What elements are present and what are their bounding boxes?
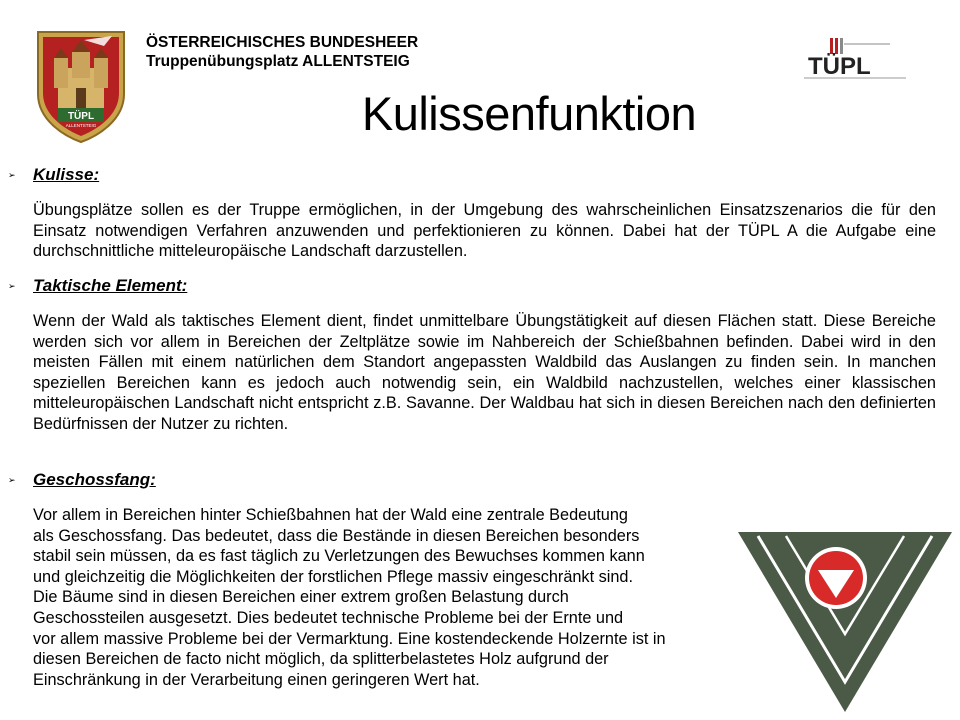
paragraph-line: Die Bäume sind in diesen Bereichen einer extrem großen Belastung durch <box>33 588 569 607</box>
section-heading: Taktische Element: <box>33 276 188 295</box>
section-paragraph: Übungsplätze sollen es der Truppe ermöglichen, in der Umgebung des wahrscheinlichen Einsatzszenarios die für den Einsatz notwendigen Verfahren anzuwenden und perfektionieren zu können. Dabei hat der TÜPL A die Aufgabe eine durchschnittliche mitteleuropäische Landschaft darzustellen. <box>33 201 936 261</box>
paragraph-line: vor allem massive Probleme bei der Vermarktung. Eine kostendeckende Holzernte ist in <box>33 629 666 648</box>
bullet-arrow-icon: ➢ <box>8 170 16 180</box>
paragraph-line: als Geschossfang. Das bedeutet, dass die Bestände in diesen Bereichen besonders <box>33 526 640 545</box>
section-heading: Kulisse: <box>33 165 100 184</box>
paragraph-line: stabil sein müssen, da es fast täglich zu Verletzungen des Bewuchses kommen kann <box>33 547 645 566</box>
paragraph-line: diesen Bereichen de facto nicht möglich, da splitterbelastetes Holz aufgrund der <box>33 650 609 669</box>
section-paragraph <box>33 505 773 690</box>
organization-name: ÖSTERREICHISCHES BUNDESHEER <box>146 34 419 51</box>
section-heading: Geschossfang: <box>33 470 156 489</box>
section-paragraph: Wenn der Wald als taktisches Element dient, findet unmittelbare Übungstätigkeit auf diesen Flächen statt. Diese Bereiche werden sich vor allem in Bereichen der Zeltplätze sowie im Nahbereich der Schießbahnen befinden. Dabei wird in den meisten Fällen mit einem natürlichen dem Standort angepassten Waldbild das Auslangen zu finden sein. In manchen speziellen Bereichen kann es jedoch auch notwendig sein, ein Waldbild nachzustellen, welches einer klassischen mitteleuropäischen Landschaft nicht entspricht z.B. Savanne. Der Waldbau hat sich in diesen Bereichen nach den definierten Bedürfnissen der Nutzer zu richten. <box>33 312 936 433</box>
paragraph-line: und gleichzeitig die Möglichkeiten der forstlichen Pflege massiv eingeschränkt sind. <box>33 567 634 586</box>
organization-header <box>146 33 418 71</box>
organization-subtitle: Truppenübungsplatz ALLENTSTEIG <box>146 53 410 70</box>
paragraph-line: Geschossteilen ausgesetzt. Dies bedeutet technische Probleme bei der Ernte und <box>33 608 624 627</box>
bullet-arrow-icon: ➢ <box>8 475 16 485</box>
crest-text: TÜPL <box>67 111 95 122</box>
tupl-logo-text: TÜPL <box>808 53 871 80</box>
crest-subtext: ALLENTSTEIG <box>65 123 97 128</box>
paragraph-line: Vor allem in Bereichen hinter Schießbahnen hat der Wald eine zentrale Bedeutung <box>33 506 628 524</box>
page-title: Kulissenfunktion <box>361 87 697 140</box>
tupl-logo-icon <box>800 36 910 80</box>
paragraph-line: Einschränkung in der Verarbeitung einen geringeren Wert hat. <box>33 670 480 689</box>
bullet-arrow-icon: ➢ <box>8 281 16 291</box>
bundesheer-emblem-icon <box>738 532 952 712</box>
